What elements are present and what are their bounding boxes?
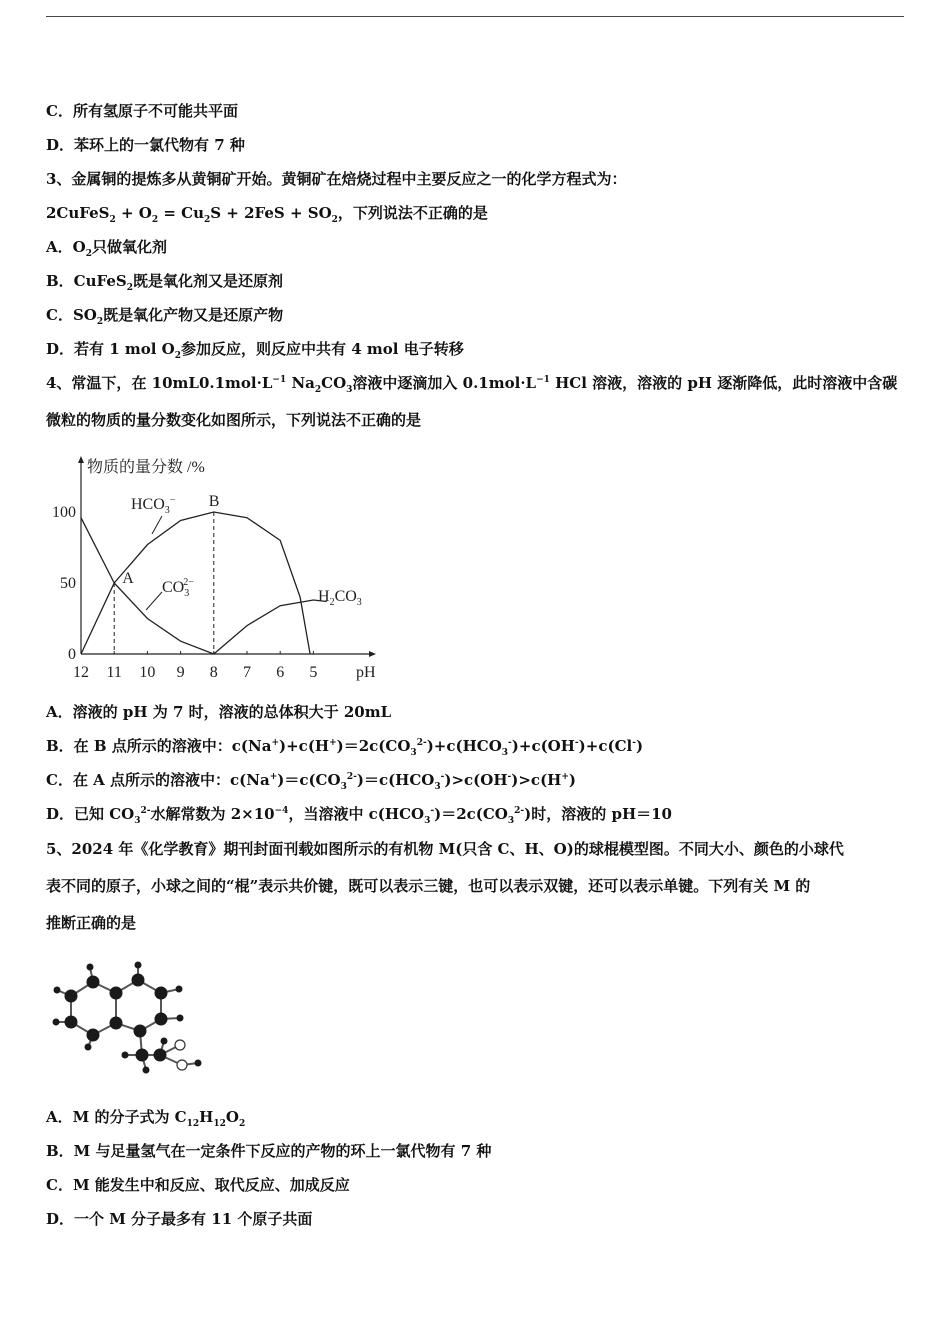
point-label-b: B (208, 493, 220, 510)
point-label-a: A (122, 570, 134, 587)
q5-stem-line3: 推断正确的是 (46, 914, 137, 932)
q4-option-c: C．在 A 点所示的溶液中：$c(Na^+)=c(CO_3^{2-})=c(HCO_3^-)>c(OH^-)>c(H^+)$ (46, 771, 576, 792)
x-tick-label: 8 (209, 664, 218, 681)
y-axis-arrow (78, 456, 84, 463)
x-axis-arrow (369, 651, 376, 657)
chart-plot-area (52, 456, 376, 681)
q5-stem-line2: 表不同的原子，小球之间的“棍”表示共价键，既可以表示三键，也可以表示双键，还可以表示单键。下列有关 M 的 (46, 877, 811, 895)
q5-option-c: C．M 能发生中和反应、取代反应、加成反应 (46, 1176, 350, 1194)
q5-option-b: B．M 与足量氢气在一定条件下反应的产物的环上一氯代物有 7 种 (46, 1142, 492, 1160)
q3-option-b: B．CuFeS$_2$既是氧化剂又是还原剂 (46, 272, 284, 293)
q4-option-b: B．在 B 点所示的溶液中：$c(Na^+)+c(H^+)=2c(CO_3^{2-})+c(HCO_3^-)+c(OH^-)+c(Cl^-)$ (46, 737, 644, 758)
q5-stem-line1: 5、2024 年《化学教育》期刊封面刊载如图所示的有机物 M(只含 C、H、O)的球棍模型图。不同大小、颜色的小球代 (46, 840, 844, 858)
x-axis-label: pH (356, 664, 376, 681)
q3-equation: 2CuFeS$_2$ + $O_2 = Cu_2S + 2FeS + SO_2$，下列说法不正确的是 (46, 204, 488, 225)
y-tick-label: 100 (52, 504, 76, 521)
series-label-carbonate: $CO_32-$ (162, 577, 194, 599)
series-leader-carbonate (146, 592, 162, 610)
x-tick-label: 10 (139, 664, 156, 681)
ball-and-stick-model (46, 955, 211, 1077)
q5-option-d: D．一个 M 分子最多有 11 个原子共面 (46, 1210, 313, 1228)
q3-option-c: C．$SO_2$既是氧化产物又是还原产物 (46, 306, 284, 327)
fraction-vs-ph-chart (44, 452, 394, 688)
x-tick-label: 6 (276, 664, 285, 681)
q2-option-d: D．苯环上的一氯代物有 7 种 (46, 136, 245, 154)
q3-option-d: D．若有 1 mol $O_2$参加反应，则反应中共有 4 mol 电子转移 (46, 340, 464, 361)
series-line-bicarbonate (81, 512, 310, 654)
q4-stem-line1: 4、常温下，在 $10mL0.1mol\cdot L^{-1}$ $Na_2CO_3$溶液中逐滴加入 $0.1mol\cdot L^{-1}$ HCl 溶液，溶液的 pH 逐渐降低，此时溶液中含碳 (46, 374, 898, 395)
series-line-carbonic-acid (214, 600, 327, 654)
x-tick-label: 9 (176, 664, 185, 681)
q4-stem-line2: 微粒的物质的量分数变化如图所示，下列说法不正确的是 (46, 411, 422, 429)
oxygen-atoms (175, 1040, 187, 1070)
series-line-carbonate (81, 518, 214, 654)
series-leader-bicarbonate (152, 516, 162, 534)
y-axis-label: 物质的量分数 /% (87, 459, 205, 476)
x-tick-label: 11 (106, 664, 122, 681)
header-rule (46, 16, 904, 17)
q4-option-d: D．已知 $CO_3^{2-}$水解常数为 $2\times 10^{-4}$，当溶液中 $c(HCO_3^-)=2c(CO_3^{2-})$时，溶液的 pH＝10 (46, 805, 672, 826)
q3-stem: 3、金属铜的提炼多从黄铜矿开始。黄铜矿在焙烧过程中主要反应之一的化学方程式为： (46, 170, 627, 188)
q5-option-a: A．M 的分子式为 $C_{12}H_{12}O_2$ (46, 1108, 246, 1129)
q4-option-a: A．溶液的 pH 为 7 时，溶液的总体积大于 20mL (46, 703, 392, 721)
q2-option-c: C．所有氢原子不可能共平面 (46, 102, 238, 120)
series-label-bicarbonate: $HCO_3^-$ (131, 495, 176, 516)
series-label-carbonic-acid: $H_2CO_3$ (318, 588, 362, 608)
x-tick-label: 7 (243, 664, 251, 681)
q3-option-a: A．$O_2$只做氧化剂 (46, 238, 167, 259)
y-tick-label: 50 (60, 575, 76, 592)
x-tick-label: 5 (309, 664, 318, 681)
y-tick-label: 0 (68, 646, 76, 663)
x-tick-label: 12 (73, 664, 89, 681)
carbon-atoms (65, 974, 168, 1062)
